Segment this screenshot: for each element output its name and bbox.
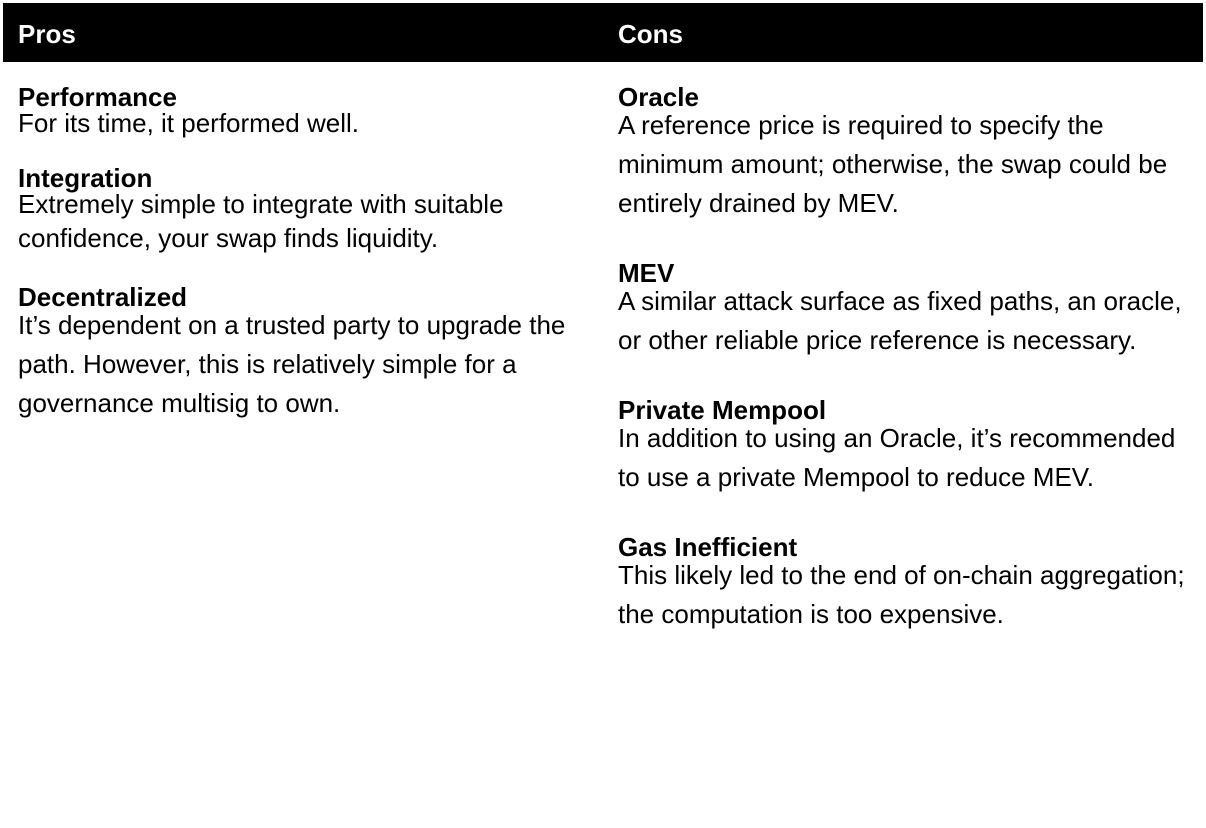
cons-column [618, 81, 1193, 668]
entry-text: Extremely simple to integrate with suitable confidence, your swap finds liquidity. [18, 189, 504, 253]
pros-column-header: Pros [18, 19, 76, 49]
entry-title: Oracle [618, 82, 699, 112]
entry-text: For its time, it performed well. [18, 108, 359, 138]
entry-title: MEV [618, 258, 675, 288]
entry-text: A similar attack surface as fixed paths, an oracle, or other reliable price reference is necessary. [618, 286, 1182, 355]
entry-text: A reference price is required to specify the minimum amount; otherwise, the swap could be entirely drained by MEV. [618, 110, 1168, 218]
entry-text: This likely led to the end of on-chain aggregation; the computation is too expensive. [618, 560, 1185, 629]
pros-entry-decentralized [18, 281, 598, 423]
entry-title: Private Mempool [618, 395, 827, 425]
pros-entry-integration [18, 162, 598, 255]
entry-text: In addition to using an Oracle, it’s recommended to use a private Mempool to reduce MEV. [618, 423, 1176, 492]
cons-entry-oracle [618, 81, 1193, 223]
pros-entry-performance [18, 81, 598, 140]
pros-column [18, 81, 598, 445]
entry-text: It’s dependent on a trusted party to upgrade the path. However, this is relatively simple for a governance multisig to own. [18, 310, 566, 418]
cons-entry-private-mempool [618, 394, 1193, 497]
cons-column-header: Cons [618, 19, 683, 49]
entry-title: Performance [18, 82, 177, 112]
table-header-row [3, 3, 1203, 62]
entry-title: Gas Inefficient [618, 532, 798, 562]
cons-entry-gas-inefficient [618, 531, 1193, 634]
entry-title: Decentralized [18, 282, 188, 312]
cons-entry-mev [618, 257, 1193, 360]
entry-title: Integration [18, 163, 153, 193]
